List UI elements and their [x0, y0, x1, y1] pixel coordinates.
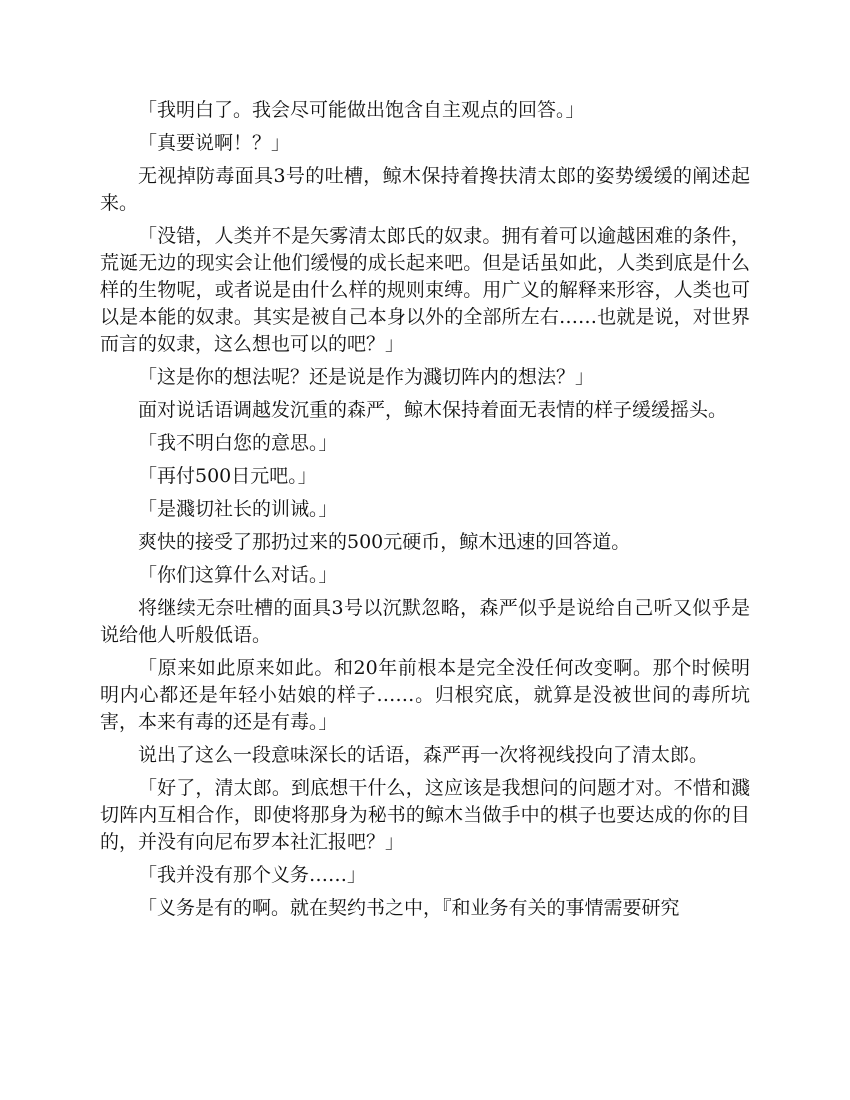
paragraph: 「是濺切社长的训诫。」: [138, 498, 338, 520]
paragraph: 面对说话语调越发沉重的森严，鲸木保持着面无表情的样子缓缓摇头。: [138, 399, 728, 421]
paragraph: 「再付500日元吧。」: [138, 465, 317, 487]
document-page: [100, 97, 750, 928]
paragraph: 「我并没有那个义务……」: [138, 864, 367, 886]
paragraph: 「义务是有的啊。就在契约书之中，『和业务有关的事情需要研究: [138, 897, 680, 919]
paragraph: 无视掉防毒面具3号的吐槽，鲸木保持着搀扶清太郎的姿势缓缓的阐述起来。: [100, 165, 750, 214]
paragraph: 「真要说啊！？」: [138, 132, 291, 154]
paragraph: 「我明白了。我会尽可能做出饱含自主观点的回答。」: [138, 99, 585, 121]
paragraph: 「好了，清太郎。到底想干什么，这应该是我想问的问题才对。不惜和濺切阵内互相合作，即使将那身为秘书的鲸木当做手中的棋子也要达成的你的目的，并没有向尼布罗本社汇报吧？」: [100, 777, 750, 853]
paragraph: 「你们这算什么对话。」: [138, 564, 338, 586]
paragraph: 将继续无奈吐槽的面具3号以沉默忽略，森严似乎是说给自己听又似乎是说给他人听般低语。: [100, 597, 750, 646]
paragraph: 爽快的接受了那扔过来的500元硬币，鲸木迅速的回答道。: [138, 531, 631, 553]
paragraph: 说出了这么一段意味深长的话语，森严再一次将视线投向了清太郎。: [138, 744, 709, 766]
paragraph: 「没错，人类并不是矢雾清太郎氏的奴隶。拥有着可以逾越困难的条件，荒诞无边的现实会让他们缓慢的成长起来吧。但是话虽如此，人类到底是什么样的生物呢，或者说是由什么样的规则束缚。用广义的解释来形容，人类也可以是本能的奴隶。其实是被自己本身以外的全部所左右……也就是说，对世界而言的奴隶，这么想也可以的吧？」: [100, 225, 750, 355]
paragraph: 「我不明白您的意思。」: [138, 432, 338, 454]
paragraph: 「原来如此原来如此。和20年前根本是完全没任何改变啊。那个时候明明内心都还是年轻小姑娘的样子……。归根究底，就算是没被世间的毒所坑害，本来有毒的还是有毒。」: [100, 657, 750, 733]
paragraph: 「这是你的想法呢？还是说是作为濺切阵内的想法？」: [138, 366, 595, 388]
